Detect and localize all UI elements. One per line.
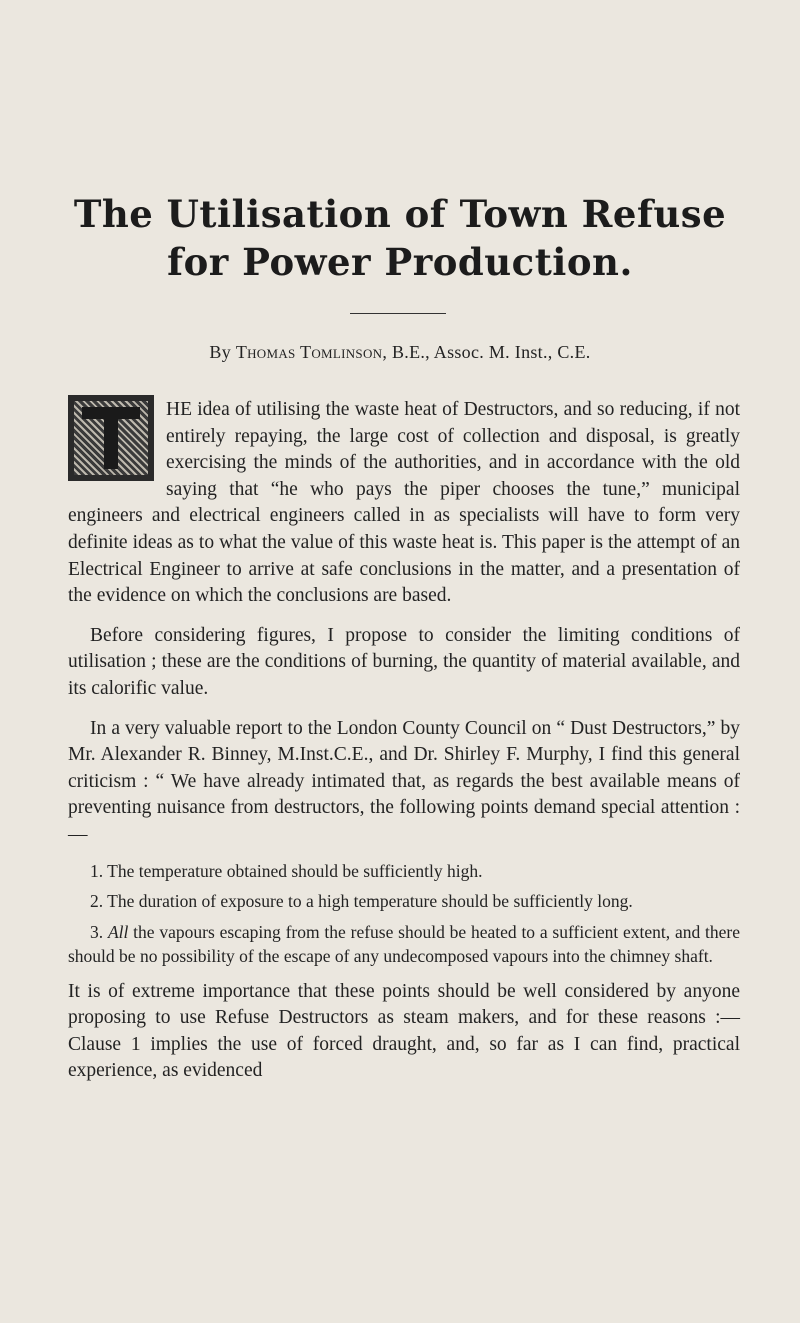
article-title [70,190,730,286]
list-item: 1. The temperature obtained should be sufficiently high. [90,860,483,881]
paragraph-4 [68,979,740,1085]
article-body [68,397,740,1085]
paragraph-4-text: It is of extreme importance that these points should be well considered by anyone proposing to use Refuse Destructors as steam makers, and for these reasons :—Clause 1 implies the use of forced draught, and, so far as I can find, practical experience, as evidenced [68,980,740,1082]
title-line-1: The Utilisation of Town Refuse [73,192,727,236]
paragraph-3-text: In a very valuable report to the London County Council on “ Dust Destructors,” by Mr. Alexander R. Binney, M.Inst.C.E., and Dr. Shirley F. Murphy, I find this general criticism : “ We have already intimated that, as regards the best available means of preventing nuisance from destructors, the following points demand special attention :— [68,717,740,845]
byline-prefix: By [209,342,231,362]
list-item-number: 3. [90,921,104,942]
list-item: 2. The duration of exposure to a high temperature should be sufficiently long. [90,891,633,911]
byline [0,342,800,363]
paragraph-1-text: HE idea of utilising the waste heat of Destructors, and so reducing, if not entirely repaying, the large cost of collection and disposal, is greatly exercising the minds of the authorities, and in accordance with the old saying that “he who pays the piper chooses the tune,” municipal engineers and electrical engineers called in as specialists will have to form very definite ideas as to what the value of this waste heat is. This paper is the attempt of an Electrical Engineer to arrive at safe conclusions in the matter, and a presentation of the evidence on which the conclusions are based. [68,399,740,607]
paragraph-2-text: Before considering figures, I propose to consider the limiting conditions of utilisation ; these are the conditions of burning, the quantity of material available, and its calorific value. [68,624,740,699]
title-line-2: for Power Production. [167,240,633,284]
title-divider [350,313,446,314]
list-item-text: the vapours escaping from the refuse should be heated to a sufficient extent, and there should be no possibility of the escape of any undecomposed vapours into the chimney shaft. [68,921,740,966]
author-name: Thomas Tomlinson, [235,342,388,362]
paragraph-3 [68,716,740,849]
paragraph-2 [68,623,740,703]
criteria-list [68,859,740,969]
list-item [68,920,740,969]
paragraph-1 [68,397,740,610]
list-item-emphasis: All [107,921,129,942]
author-credentials: B.E., Assoc. M. Inst., C.E. [391,342,591,362]
